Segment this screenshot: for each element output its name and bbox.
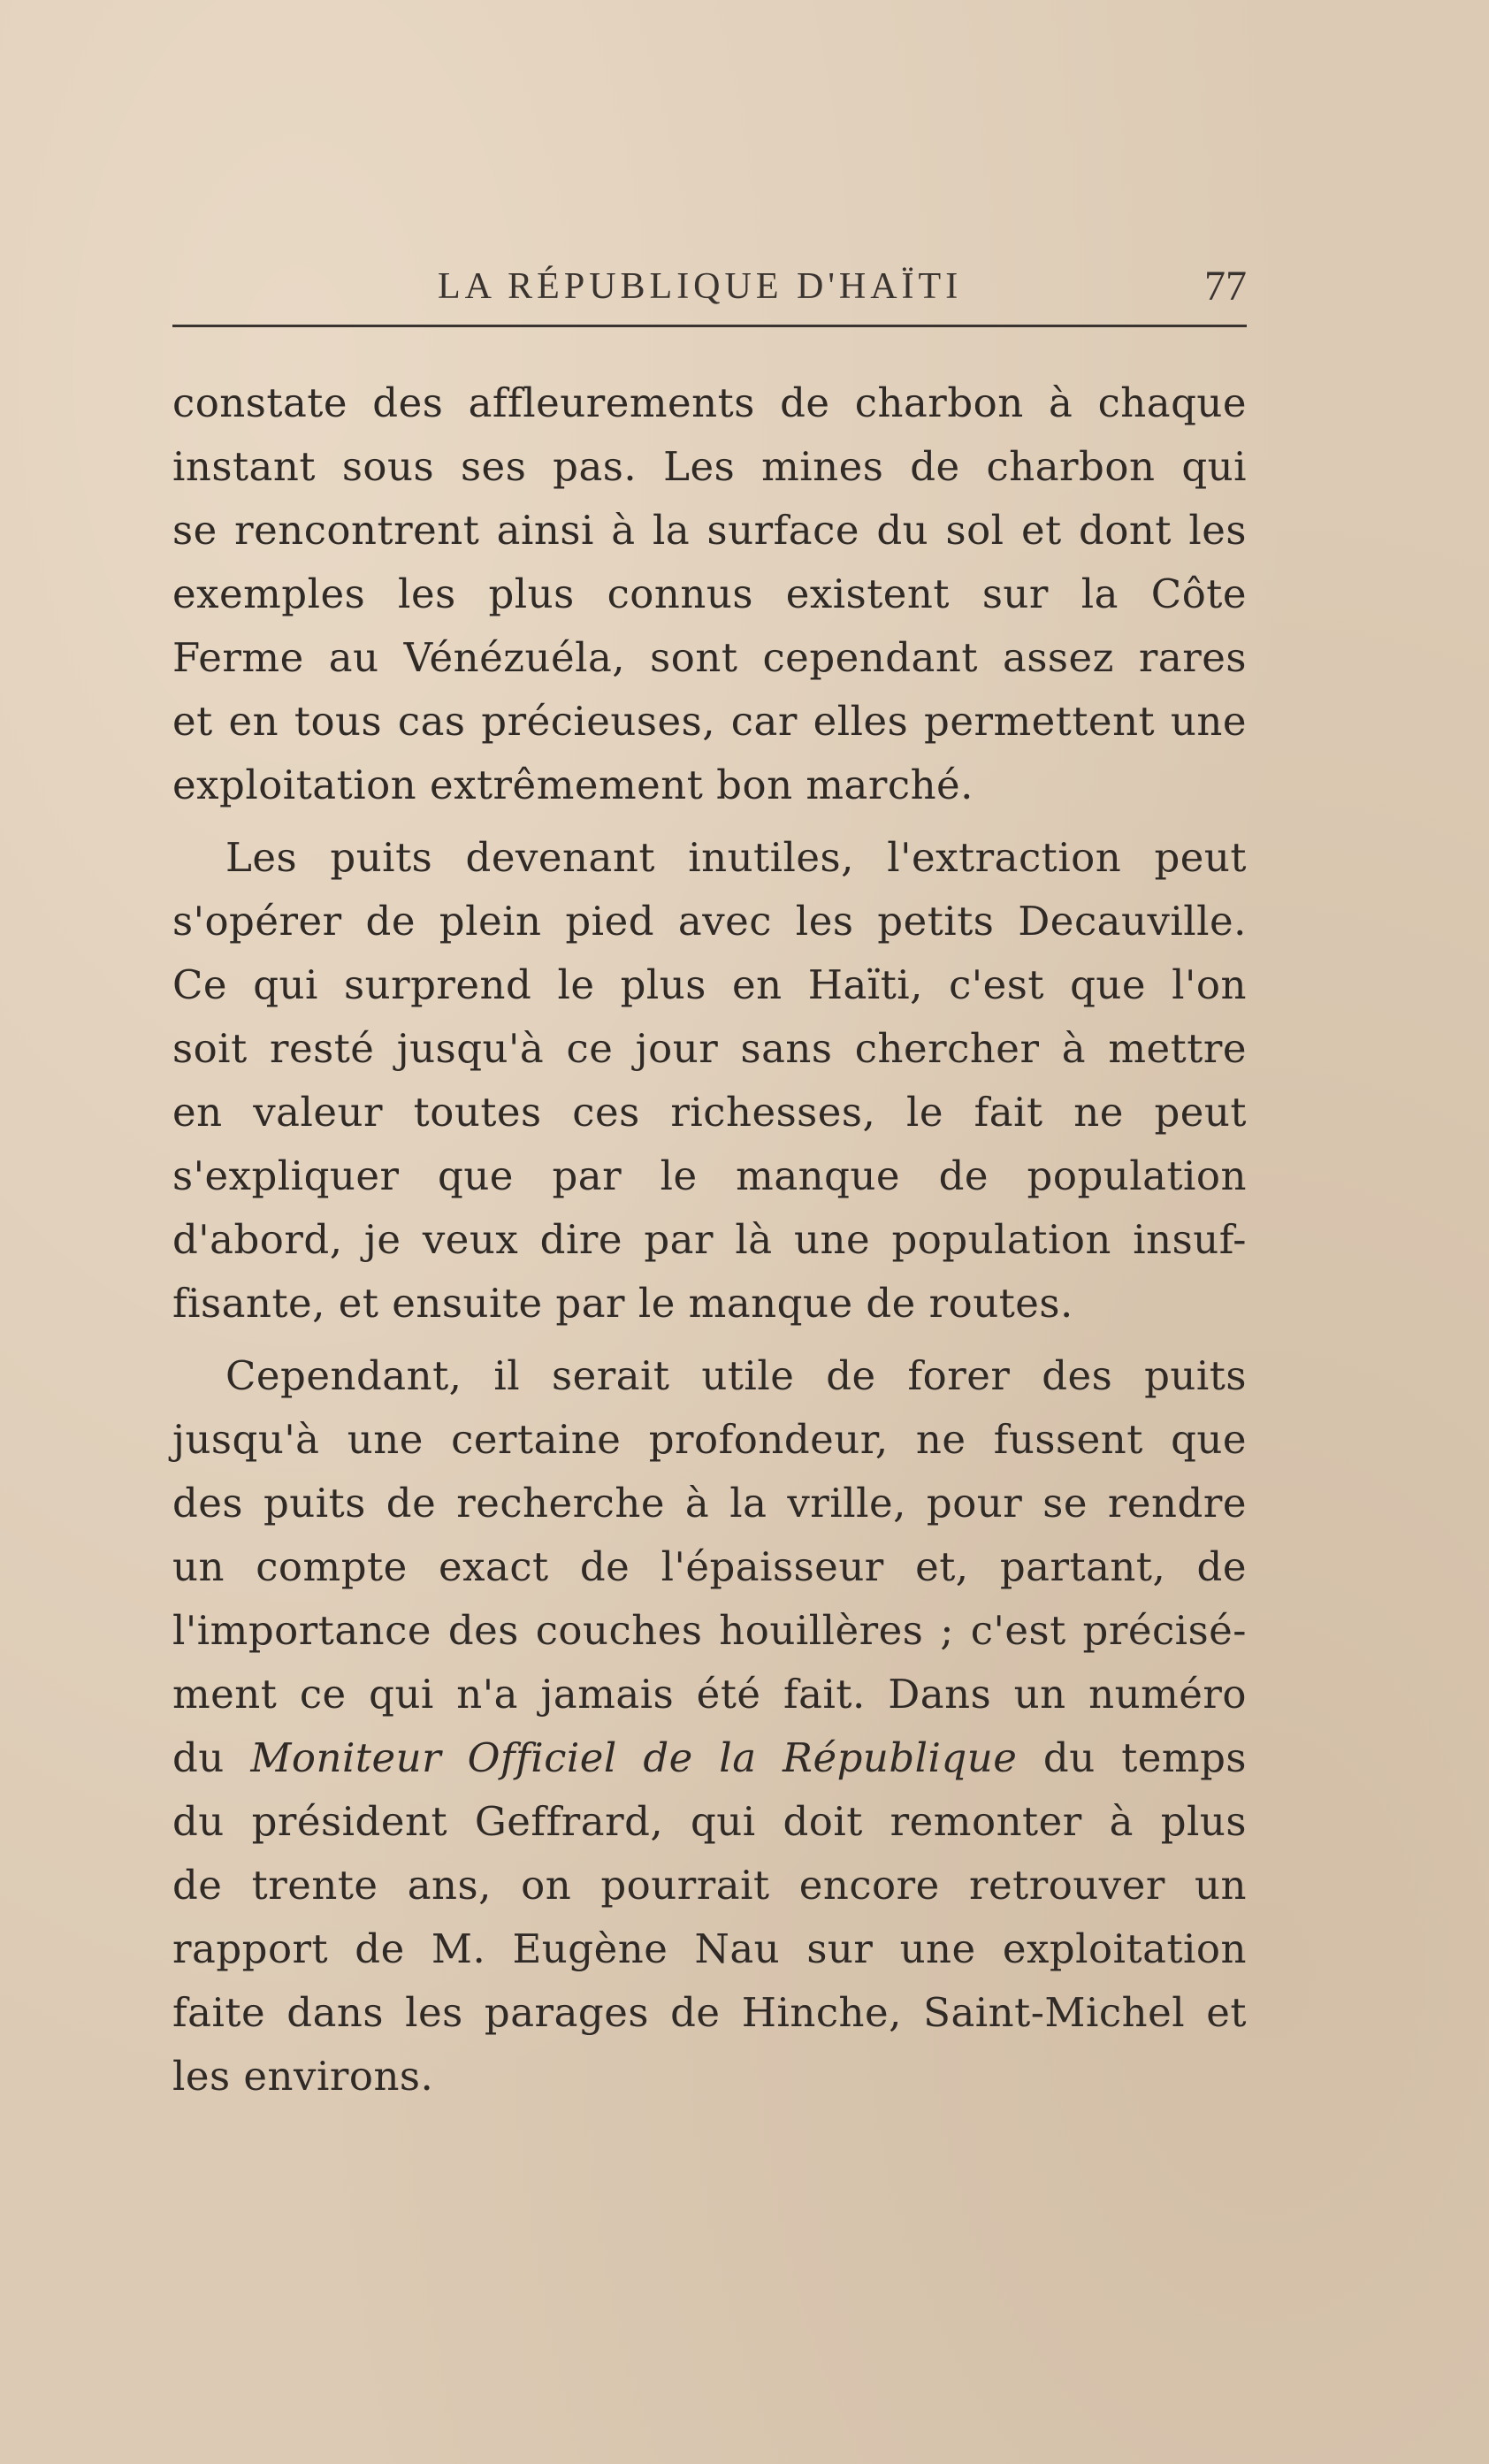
- text-line: rapport de M. Eugène Nau sur une exploitation: [172, 1925, 1247, 1972]
- text-line: exemples les plus connus existent sur la Côte: [172, 570, 1247, 617]
- text-line: ment ce qui n'a jamais été fait. Dans un numéro: [172, 1671, 1247, 1718]
- running-title: LA RÉPUBLIQUE D'HAÏTI: [438, 266, 963, 307]
- text-line: se rencontrent ainsi à la surface du sol et dont les: [172, 507, 1247, 554]
- paragraph-1: [172, 371, 1247, 817]
- text-line: constate des affleurements de charbon à chaque: [172, 379, 1247, 426]
- text-line: faite dans les parages de Hinche, Saint-Michel et: [172, 1989, 1247, 2036]
- paragraph-3: [172, 1344, 1247, 2108]
- text-line: et en tous cas précieuses, car elles permettent une: [172, 698, 1247, 745]
- text-line: les environs.: [172, 2053, 434, 2100]
- text-line: des puits de recherche à la vrille, pour se rendre: [172, 1480, 1247, 1527]
- text-line: s'expliquer que par le manque de population: [172, 1152, 1247, 1199]
- text-line: d'abord, je veux dire par là une population insuf-: [172, 1216, 1247, 1263]
- text-line-with-italic: [172, 1726, 1247, 1790]
- italic-title: Moniteur Officiel de la République: [250, 1734, 1018, 1781]
- text-line: Ferme au Vénézuéla, sont cependant assez rares: [172, 634, 1247, 681]
- paragraph-2: [172, 826, 1247, 1335]
- text-line: en valeur toutes ces richesses, le fait ne peut: [172, 1089, 1247, 1136]
- text-line: du président Geffrard, qui doit remonter à plus: [172, 1798, 1247, 1845]
- text-line: instant sous ses pas. Les mines de charbon qui: [172, 443, 1247, 490]
- text-line: jusqu'à une certaine profondeur, ne fussent que: [172, 1416, 1247, 1463]
- text-line: Les puits devenant inutiles, l'extraction peut: [225, 834, 1247, 881]
- text-line: Ce qui surprend le plus en Haïti, c'est que l'on: [172, 961, 1247, 1008]
- text-line: exploitation extrêmement bon marché.: [172, 761, 974, 808]
- text-line: Cependant, il serait utile de forer des puits: [225, 1352, 1247, 1399]
- text-line: soit resté jusqu'à ce jour sans chercher à mettre: [172, 1025, 1247, 1072]
- text-line: s'opérer de plein pied avec les petits Decauville.: [172, 898, 1247, 945]
- text-fragment: du: [172, 1734, 251, 1781]
- header-rule: [172, 325, 1247, 327]
- text-fragment: du temps: [1017, 1734, 1248, 1781]
- text-line: l'importance des couches houillères ; c'est précisé-: [172, 1607, 1247, 1654]
- body-text: [172, 371, 1247, 2108]
- page-number: 77: [1204, 263, 1247, 310]
- text-line: fisante, et ensuite par le manque de routes.: [172, 1280, 1073, 1327]
- text-line: un compte exact de l'épaisseur et, partant, de: [172, 1543, 1247, 1590]
- text-line: de trente ans, on pourrait encore retrouver un: [172, 1862, 1247, 1909]
- page-header: [172, 265, 1247, 327]
